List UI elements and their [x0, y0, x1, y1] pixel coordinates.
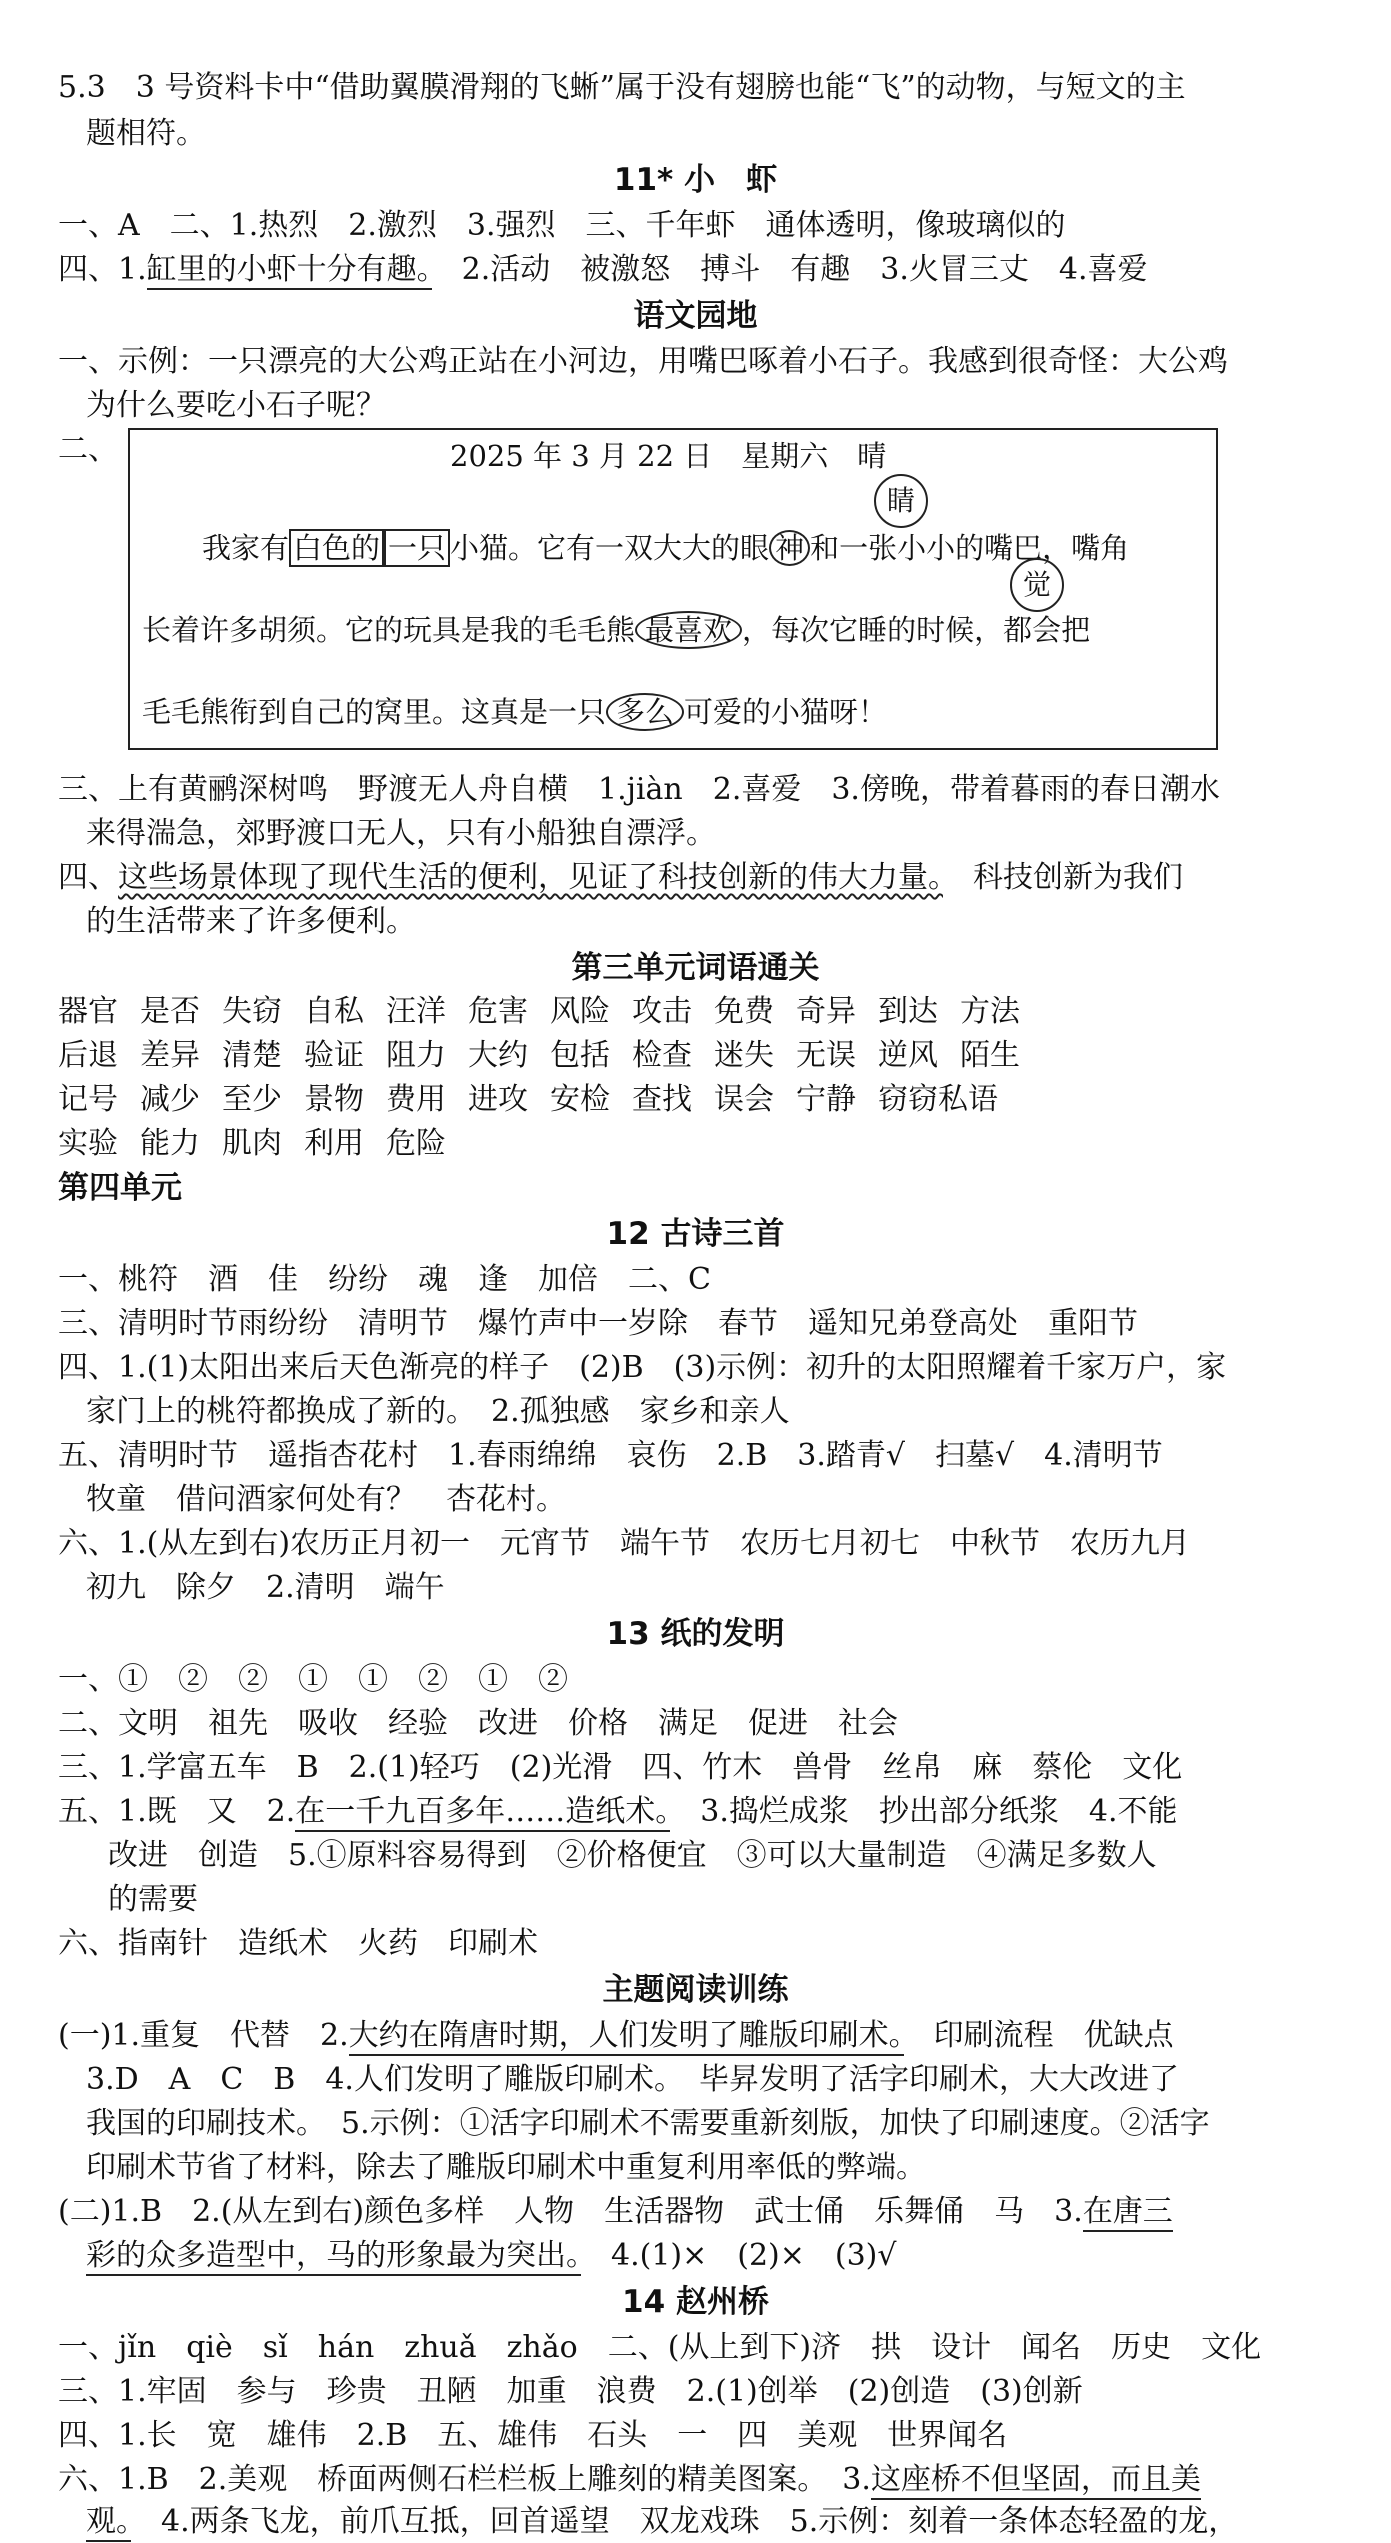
text-segment: 科技创新为我们 [943, 860, 1183, 895]
text-line: 为什么要吃小石子呢？ [86, 388, 386, 423]
word: 阻力 [386, 1038, 446, 1073]
text-line [86, 2236, 897, 2276]
section-title: 第三单元词语通关 [571, 950, 820, 986]
word: 汪洋 [386, 994, 446, 1029]
lesson-title: 13 纸的发明 [606, 1616, 785, 1652]
word: 景物 [304, 1082, 364, 1117]
diary-date: 2025 年 3 月 22 日 星期六 晴 [450, 439, 887, 473]
text-line: 四、1.长 宽 雄伟 2.B 五、雄伟 石头 一 四 美观 世界闻名 [58, 2418, 1008, 2453]
text-line: 的生活带来了许多便利。 [86, 904, 416, 939]
text-segment: 4.两条飞龙，前爪互抵，回首遥望 双龙戏珠 5.示例：刻着一条体态轻盈的龙， [131, 2504, 1239, 2539]
underlined-answer: 彩的众多造型中，马的形象最为突出。 [86, 2238, 581, 2276]
text-line: 六、1.(从左到右)农历正月初一 元宵节 端午节 农历七月初七 中秋节 农历九月 [58, 1526, 1191, 1561]
diary-line [142, 612, 1090, 648]
text-line: 家门上的桃符都换成了新的。 2.孤独感 家乡和亲人 [86, 1394, 790, 1429]
text-line: 5.3 3 号资料卡中“借助翼膜滑翔的飞蜥”属于没有翅膀也能“飞”的动物，与短文的主 [58, 70, 1186, 105]
word-row [58, 1124, 468, 1164]
underlined-answer: 在一千九百多年……造纸术。 [295, 1794, 670, 1832]
text-line: 3.D A C B 4.人们发明了雕版印刷术。 毕昇发明了活字印刷术，大大改进了 [86, 2062, 1179, 2097]
correction-char: 睛 [874, 474, 928, 528]
text-line: 初九 除夕 2.清明 端午 [86, 1570, 445, 1605]
text-line [58, 2460, 1201, 2500]
text-segment: 毛毛熊衔到自己的窝里。这真是一只 [142, 695, 607, 729]
underlined-answer: 在唐三 [1083, 2194, 1173, 2232]
text-line [58, 1792, 1178, 1832]
underlined-answer: 这座桥不但坚固，而且美 [871, 2462, 1201, 2500]
unit-heading: 第四单元 [58, 1170, 182, 1206]
word-row [58, 1036, 1042, 1076]
circled-char: 神 [769, 530, 810, 566]
text-line: 印刷术节省了材料，除去了雕版印刷术中重复利用率低的弊端。 [86, 2150, 926, 2185]
underlined-answer: 大约在隋唐时期，人们发明了雕版印刷术。 [349, 2018, 904, 2056]
word: 实验 [58, 1126, 118, 1161]
text-line: 我国的印刷技术。 5.示例：①活字印刷术不需要重新刻版，加快了印刷速度。②活字 [86, 2106, 1210, 2141]
wavy-underlined-answer: 这些场景体现了现代生活的便利，见证了科技创新的伟大力量。 [118, 860, 943, 895]
text-segment: 的时候，都会把 [887, 613, 1091, 647]
word: 自私 [304, 994, 364, 1029]
word: 免费 [714, 994, 774, 1029]
section-title: 语文园地 [633, 298, 758, 334]
word: 后退 [58, 1038, 118, 1073]
word: 是否 [140, 994, 200, 1029]
word: 记号 [58, 1082, 118, 1117]
word: 能力 [140, 1126, 200, 1161]
text-segment: 和一张小小的嘴巴，嘴角 [810, 531, 1130, 565]
word: 器官 [58, 994, 118, 1029]
text-line: 一、示例：一只漂亮的大公鸡正站在小河边，用嘴巴啄着小石子。我感到很奇怪：大公鸡 [58, 344, 1228, 379]
text-segment: 我家有 [202, 531, 290, 565]
text-line [58, 250, 1148, 290]
word: 清楚 [222, 1038, 282, 1073]
word: 验证 [304, 1038, 364, 1073]
text-line: 五、清明时节 遥指杏花村 1.春雨绵绵 哀伤 2.B 3.踏青√ 扫墓√ 4.清明节 [58, 1438, 1163, 1473]
text-segment: 3.捣烂成浆 抄出部分纸浆 4.不能 [670, 1794, 1178, 1829]
text-line [58, 858, 1183, 898]
text-line [86, 2502, 1238, 2542]
word: 查找 [632, 1082, 692, 1117]
lesson-title: 11* 小 虾 [613, 162, 778, 198]
word: 风险 [550, 994, 610, 1029]
section-title: 主题阅读训练 [602, 1972, 789, 2008]
word: 安检 [550, 1082, 610, 1117]
word: 方法 [960, 994, 1020, 1029]
word-row [58, 1080, 1020, 1120]
word: 差异 [140, 1038, 200, 1073]
word: 奇异 [796, 994, 856, 1029]
text-segment: 印刷流程 优缺点 [903, 2018, 1174, 2053]
word: 肌肉 [222, 1126, 282, 1161]
text-segment: 五、1.既 又 2. [58, 1794, 296, 1829]
text-line: 一、A 二、1.热烈 2.激烈 3.强烈 三、千年虾 通体透明，像玻璃似的 [58, 208, 1066, 243]
word: 大约 [468, 1038, 528, 1073]
text-line: 来得湍急，郊野渡口无人，只有小船独自漂浮。 [86, 816, 716, 851]
text-segment: 六、1.B 2.美观 桥面两侧石栏栏板上雕刻的精美图案。 3. [58, 2462, 871, 2497]
text-line: 三、上有黄鹂深树鸣 野渡无人舟自横 1.jiàn 2.喜爱 3.傍晚，带着暮雨的春日潮水 [58, 772, 1220, 807]
word: 攻击 [632, 994, 692, 1029]
text-line: 三、清明时节雨纷纷 清明节 爆竹声中一岁除 春节 遥知兄弟登高处 重阳节 [58, 1306, 1138, 1341]
text-line [58, 2192, 1173, 2232]
text-line: 牧童 借问酒家何处有？ 杏花村。 [86, 1482, 566, 1517]
word: 误会 [714, 1082, 774, 1117]
word: 检查 [632, 1038, 692, 1073]
text-segment: 2.活动 被激怒 搏斗 有趣 3.火冒三丈 4.喜爱 [431, 252, 1148, 287]
word: 窃窃私语 [878, 1082, 998, 1117]
word: 危险 [386, 1126, 446, 1161]
text-line: 一、jǐn qiè sǐ hán zhuǎ zhǎo 二、(从上到下)济 拱 设计 闻名 历史 文化 [58, 2330, 1262, 2365]
text-segment: 4.(1)× (2)× (3)√ [581, 2238, 897, 2273]
text-line: 一、桃符 酒 佳 纷纷 魂 逢 加倍 二、C [58, 1262, 711, 1297]
text-line: 的需要 [108, 1882, 198, 1917]
text-line: 改进 创造 5.①原料容易得到 ②价格便宜 ③可以大量制造 ④满足多数人 [108, 1838, 1157, 1873]
word: 陌生 [960, 1038, 1020, 1073]
text-line: 三、1.学富五车 B 2.(1)轻巧 (2)光滑 四、竹木 兽骨 丝帛 麻 蔡伦 文化 [58, 1750, 1183, 1785]
word: 费用 [386, 1082, 446, 1117]
word-row [58, 992, 1042, 1032]
text-line: 题相符。 [86, 116, 206, 151]
text-line: 三、1.牢固 参与 珍贵 丑陋 加重 浪费 2.(1)创举 (2)创造 (3)创新 [58, 2374, 1083, 2409]
text-segment: (一)1.重复 代替 2. [58, 2018, 349, 2053]
underlined-answer: 观。 [86, 2504, 131, 2542]
word: 宁静 [796, 1082, 856, 1117]
lesson-title: 12 古诗三首 [606, 1216, 785, 1252]
boxed-word: 一只 [384, 529, 450, 567]
diary-line [142, 694, 887, 730]
text-segment: 的玩具是我的毛毛熊 [374, 613, 636, 647]
word: 包括 [550, 1038, 610, 1073]
text-line: 二、文明 祖先 吸收 经验 改进 价格 满足 促进 社会 [58, 1706, 898, 1741]
underlined-answer: 缸里的小虾十分有趣。 [147, 252, 432, 290]
text-segment: 小猫。它有一双大大的眼 [450, 531, 770, 565]
text-segment: (二)1.B 2.(从左到右)颜色多样 人物 生活器物 武士俑 乐舞俑 马 3. [58, 2194, 1083, 2229]
word: 利用 [304, 1126, 364, 1161]
text-segment: 长着许多胡须。它 [142, 613, 375, 647]
boxed-word: 白色的 [289, 529, 384, 567]
circled-word: 多么 [606, 693, 684, 731]
text-segment: 四、1. [58, 252, 147, 287]
word: 进攻 [468, 1082, 528, 1117]
word: 减少 [140, 1082, 200, 1117]
text-line: 二、 [58, 432, 118, 467]
word: 危害 [468, 994, 528, 1029]
circled-word: 最喜欢 [635, 611, 742, 649]
text-line: 四、1.(1)太阳出来后天色渐亮的样子 (2)B (3)示例：初升的太阳照耀着千家万户，家 [58, 1350, 1227, 1385]
word: 到达 [878, 994, 938, 1029]
diary-correction-box [128, 428, 1218, 750]
word: 无误 [796, 1038, 856, 1073]
text-line: 一、① ② ② ① ① ② ① ② [58, 1662, 568, 1697]
diary-line [202, 530, 1129, 566]
word: 失窃 [222, 994, 282, 1029]
lesson-title: 14 赵州桥 [622, 2284, 769, 2320]
word: 迷失 [714, 1038, 774, 1073]
text-line [58, 2016, 1174, 2056]
word: 至少 [222, 1082, 282, 1117]
correction-char: 觉 [1010, 558, 1064, 612]
text-line: 六、指南针 造纸术 火药 印刷术 [58, 1926, 538, 1961]
text-segment: 可爱的小猫呀！ [684, 695, 888, 729]
text-segment: ，每次它睡 [742, 613, 888, 647]
text-segment: 四、 [58, 860, 118, 895]
word: 逆风 [878, 1038, 938, 1073]
